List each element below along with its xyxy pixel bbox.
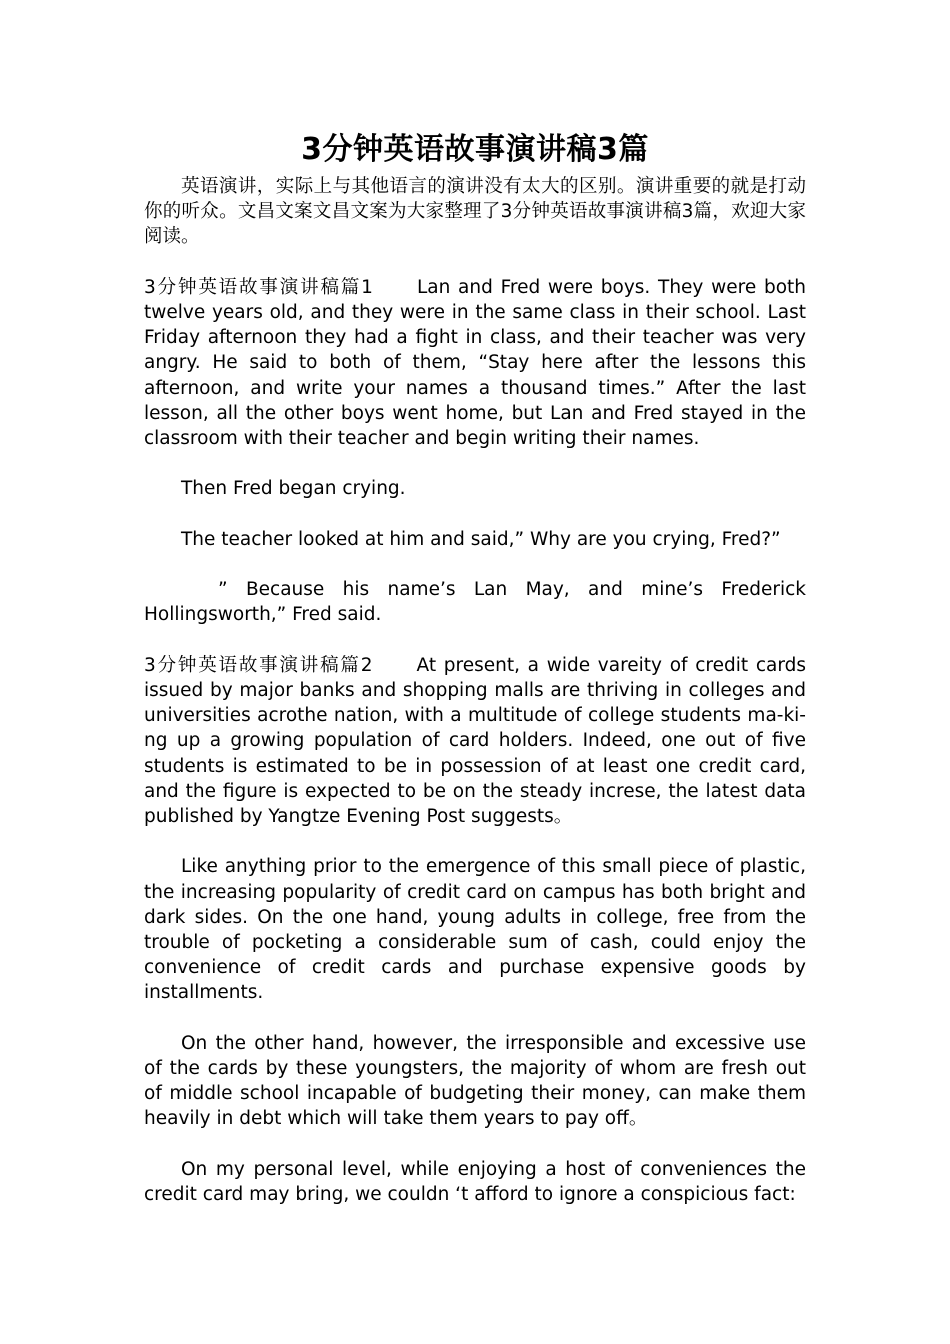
speech2-paragraph-3: On the other hand, however, the irresponsible and excessive use of the cards by these youngsters, the majority of whom are fresh out of middle school incapable of budgeting their money, can make them heavily in debt which will take them years to pay off。 <box>144 1032 806 1130</box>
speech1-paragraph-1 <box>144 275 806 451</box>
document-title: 3分钟英语故事演讲稿3篇 <box>301 132 649 167</box>
speech1-text-1: Lan and Fred were boys. They were both twelve years old, and they were in the same class in their school. Last Friday afternoon they had a fight in class, and their teacher was very angry. He said to both of them, “Stay here after the lessons this afternoon, and write your names a thousand times.” After the last lesson, all the other boys went home, but Lan and Fred stayed in the classroom with their teacher and begin writing their names. <box>144 276 806 450</box>
speech1-paragraph-2: Then Fred began crying. <box>181 478 406 500</box>
speech2-heading: 3分钟英语故事演讲稿篇2 <box>144 654 373 676</box>
speech2-paragraph-1 <box>144 653 806 829</box>
speech2-paragraph-4: On my personal level, while enjoying a host of conveniences the credit card may bring, we couldn ‘t afford to ignore a conspicious fact: <box>144 1158 806 1205</box>
speech1-heading: 3分钟英语故事演讲稿篇1 <box>144 276 373 298</box>
speech1-paragraph-4: ” Because his name’s Lan May, and mine’s Frederick Hollingsworth,” Fred said. <box>144 579 806 626</box>
speech2-text-1: At present, a wide vareity of credit cards issued by major banks and shopping malls are thriving in colleges and universities acrothe nation, with a multitude of college students ma-ki-ng up a growing population of card holders. Indeed, one out of five students is estimated to be in possession of at least one credit card, and the figure is expected to be on the steady increse, the latest data published by Yangtze Evening Post suggests。 <box>144 654 806 827</box>
intro-paragraph: 英语演讲，实际上与其他语言的演讲没有太大的区别。演讲重要的就是打动你的听众。文昌文案文昌文案为大家整理了3分钟英语故事演讲稿3篇，欢迎大家阅读。 <box>144 176 806 248</box>
speech2-paragraph-2: Like anything prior to the emergence of this small piece of plastic, the increasing popularity of credit card on campus has both bright and dark sides. On the one hand, young adults in college, free from the trouble of pocketing a considerable sum of cash, could enjoy the convenience of credit cards and purchase expensive goods by installments. <box>144 856 806 1004</box>
speech1-paragraph-3: The teacher looked at him and said,” Why are you crying, Fred?” <box>181 528 781 550</box>
document-body <box>144 128 806 1232</box>
